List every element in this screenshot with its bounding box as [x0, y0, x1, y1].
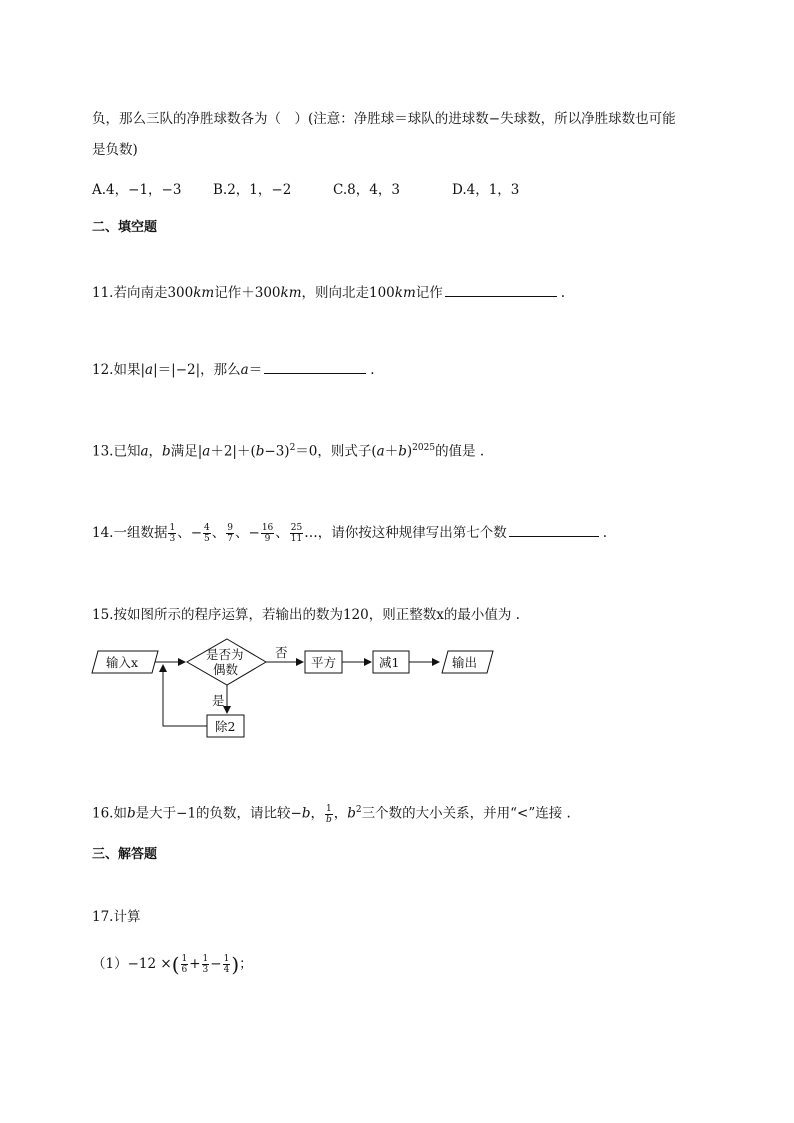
fraction: $\frac{25}{11}$ — [290, 523, 303, 544]
fraction: $\frac{1}{4}$ — [223, 954, 230, 975]
question-13: 13.已知a，b满足$|a+2|+(b-3)^2=0$，则式子$(a+b)^{2025}$的值是 . — [92, 443, 485, 460]
option-a[interactable]: A.4，−1，−3 — [92, 182, 182, 198]
q10-options — [92, 181, 519, 199]
fraction: $\frac{9}{7}$ — [227, 523, 233, 544]
decision-label-line1: 是否为 — [206, 647, 244, 662]
fraction: $\frac{1}{6}$ — [181, 954, 188, 975]
option-d[interactable]: D.4，1，3 — [452, 182, 520, 198]
square-label: 平方 — [311, 655, 337, 670]
minus-one-label: 减1 — [379, 655, 400, 670]
question-15: 15.按如图所示的程序运算，若输出的数为120，则正整数x的最小值为 . — [92, 607, 520, 623]
yes-label: 是 — [212, 693, 225, 708]
no-label: 否 — [275, 645, 288, 660]
question-11: 11.若向南走300km记作＋300km，则向北走100km记作 . — [92, 282, 565, 302]
q10-line1: 负，那么三队的净胜球数各为（ ）(注意：净胜球＝球队的进球数−失球数，所以净胜球数也可能 — [92, 111, 676, 127]
decision-label-line2: 偶数 — [213, 662, 239, 677]
answer-blank[interactable] — [509, 522, 599, 537]
divide-label: 除2 — [215, 719, 236, 734]
answer-blank[interactable] — [264, 359, 366, 374]
loop-arrow — [163, 665, 207, 726]
question-17-part1: （1）−12 ×( $\frac{1}{6}$ + $\frac{1}{3}$ − $\frac{1}{4}$ )； — [92, 952, 253, 977]
fraction: $\frac{1}{3}$ — [169, 523, 176, 544]
section-heading-solve: 三、解答题 — [92, 847, 158, 862]
input-label: 输入x — [106, 655, 139, 670]
fraction: $\frac{16}{9}$ — [261, 523, 274, 544]
option-c[interactable]: C.8，4，3 — [333, 182, 400, 198]
question-17-title: 17.计算 — [92, 909, 141, 925]
fraction: $\frac{1}{3}$ — [202, 954, 209, 975]
q10-line2: 是负数) — [92, 142, 138, 158]
answer-blank[interactable] — [445, 282, 557, 297]
fraction: $\frac{4}{5}$ — [204, 523, 210, 544]
question-16: 16.如b是大于−1的负数，请比较−b， $\frac{1}{b}$ ，$b^2$三个数的大小关系，并用“<”连接 . — [92, 803, 571, 825]
section-heading-fill-blank: 二、填空题 — [92, 220, 158, 235]
output-label: 输出 — [452, 655, 478, 670]
fraction: $\frac{1}{b}$ — [326, 803, 332, 825]
question-14: 14.一组数据 $\frac{1}{3}$ 、− $\frac{4}{5}$ 、 $\frac{9}{7}$ 、− $\frac{16}{9}$ 、 $\frac{25}{11}$ …，请你按这种规律写出第七个数 . — [92, 523, 608, 544]
option-b[interactable]: B.2，1，−2 — [213, 182, 292, 198]
question-12: 12.如果|a|＝|−2|，那么a＝ . — [92, 359, 375, 379]
flowchart — [88, 635, 508, 745]
